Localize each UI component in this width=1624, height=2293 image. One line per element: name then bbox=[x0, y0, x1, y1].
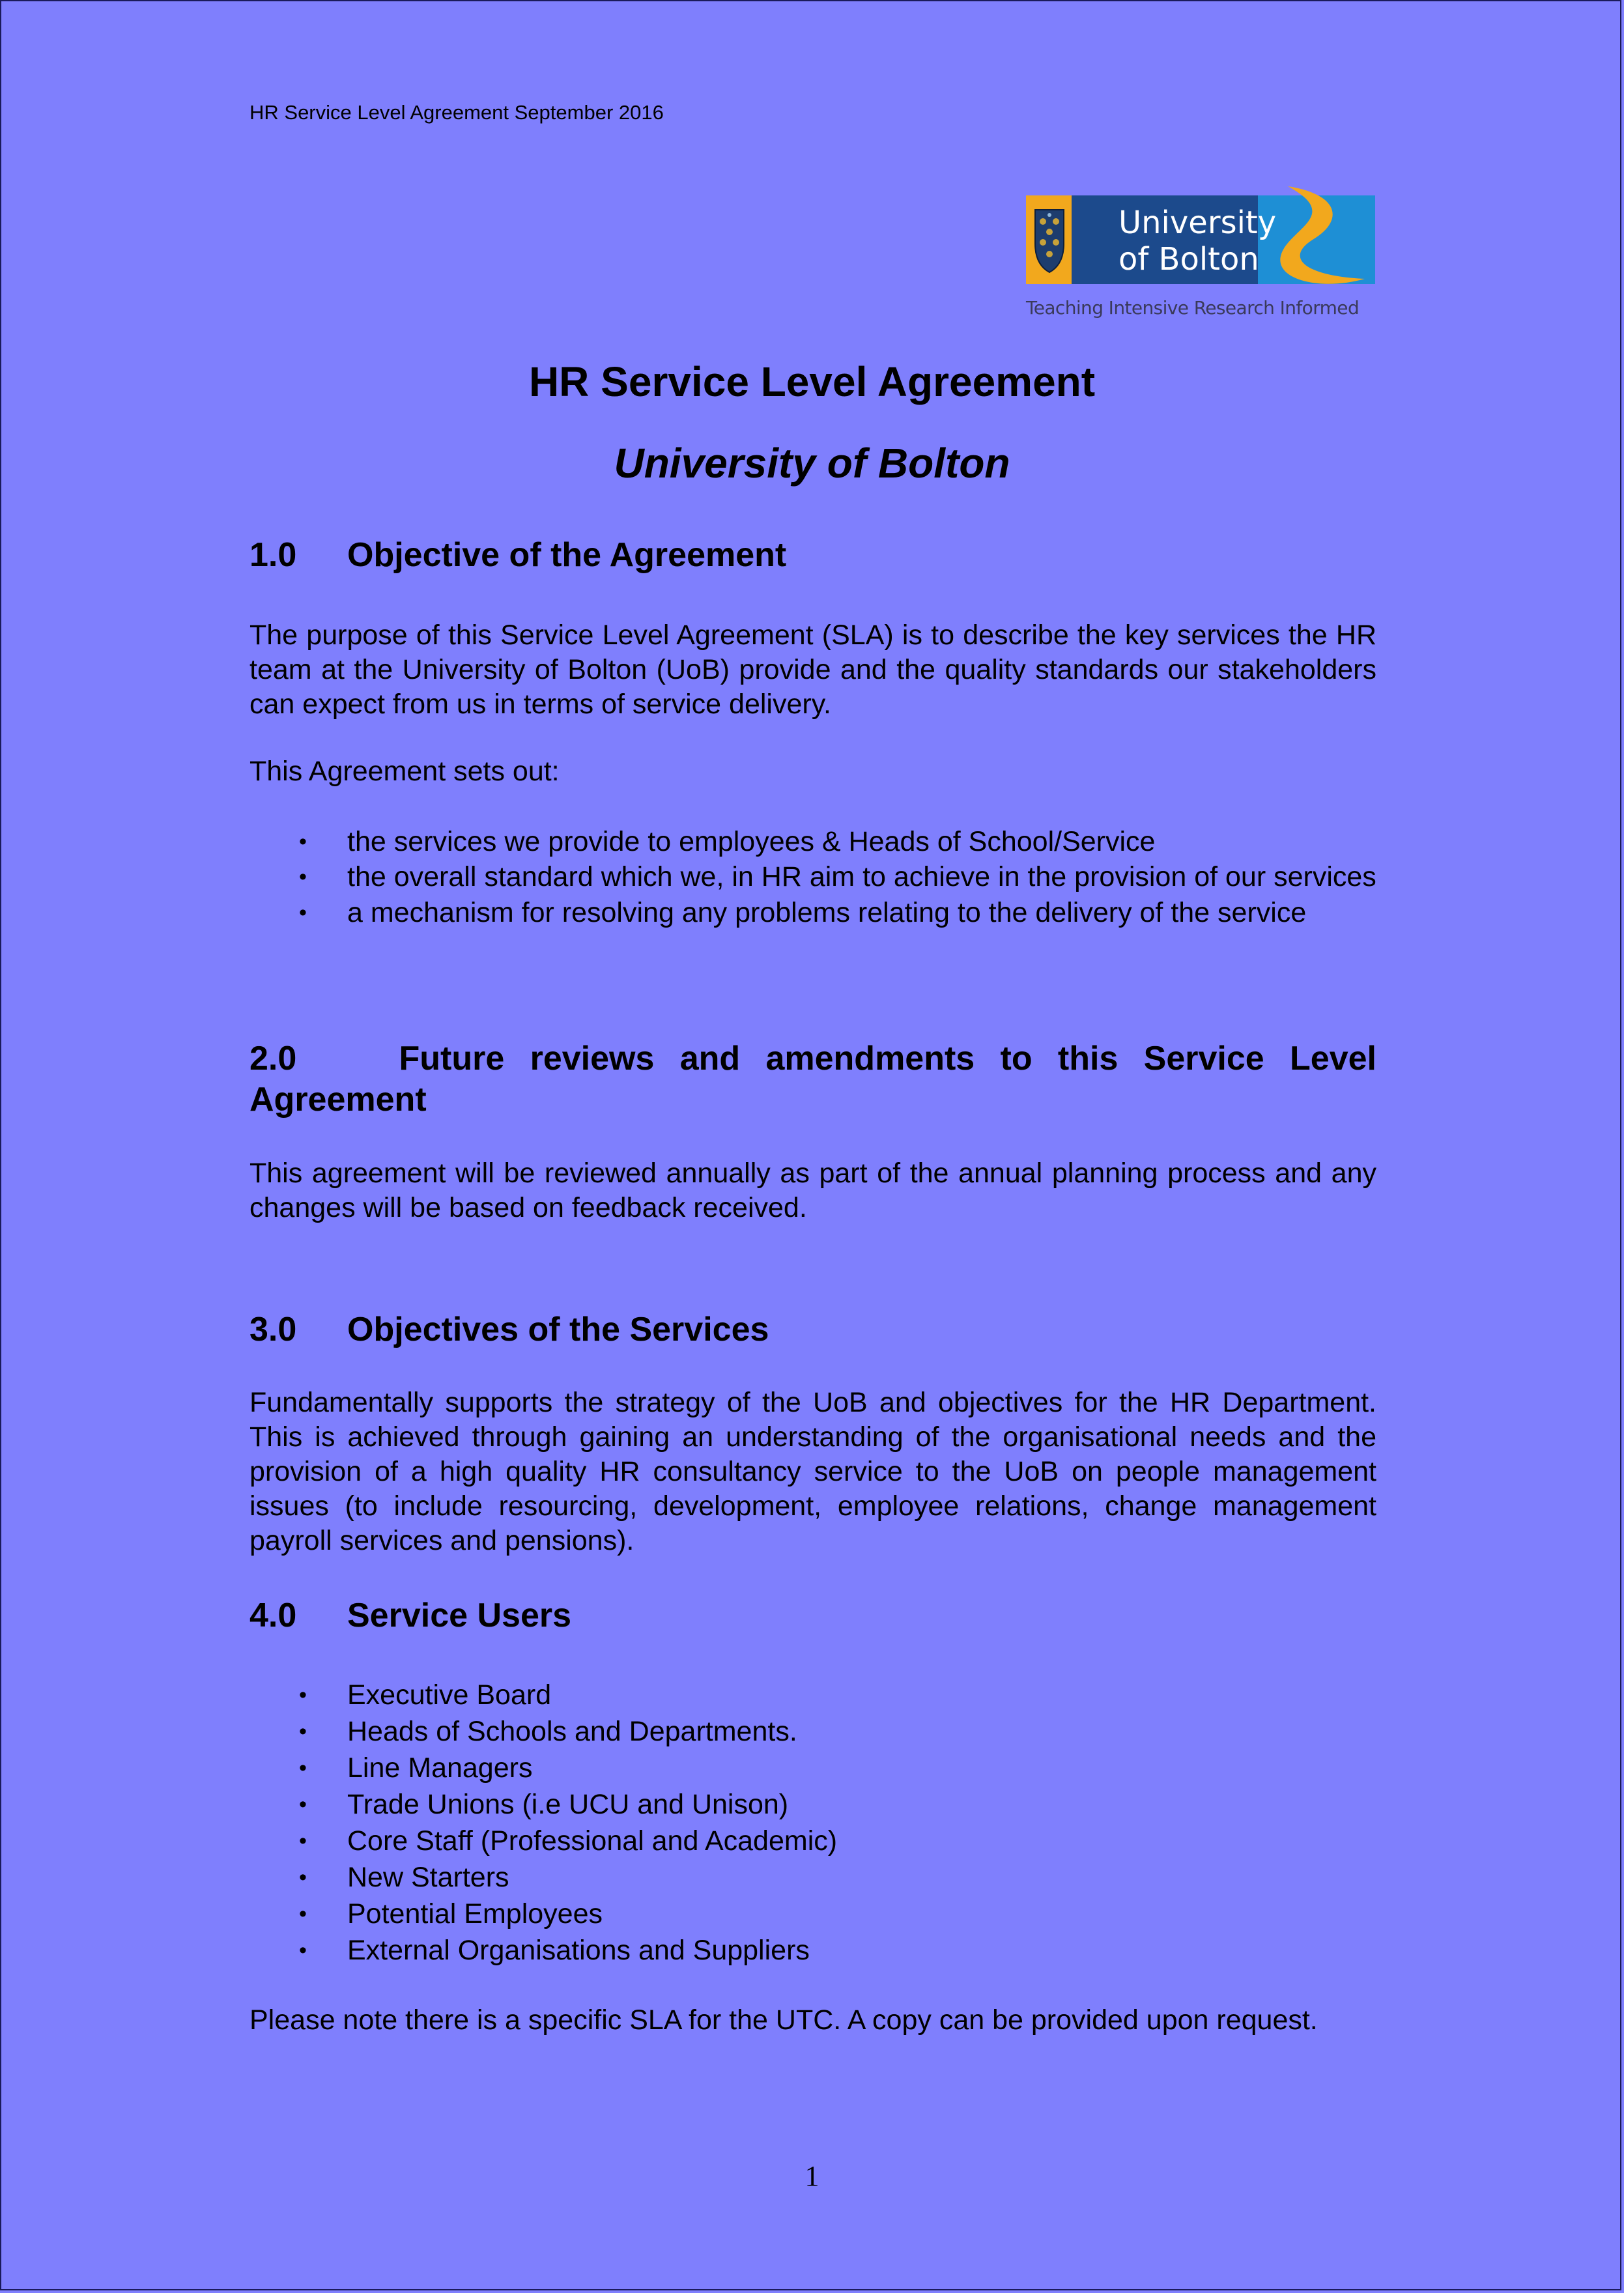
list-item: • External Organisations and Suppliers bbox=[249, 1932, 1376, 1969]
list-item: • Executive Board bbox=[249, 1677, 1376, 1713]
section-number: 4.0 bbox=[249, 1597, 297, 1634]
page-number: 1 bbox=[805, 2160, 819, 2192]
list-item: • a mechanism for resolving any problems relating to the delivery of the service bbox=[249, 894, 1376, 931]
document-title: HR Service Level Agreement bbox=[528, 358, 1096, 405]
section-1-lead: This Agreement sets out: bbox=[249, 756, 560, 787]
list-item: • Potential Employees bbox=[249, 1896, 1376, 1932]
bullet-icon: • bbox=[299, 1719, 307, 1744]
bullet-icon: • bbox=[299, 1901, 307, 1926]
section-title: Objective of the Agreement bbox=[347, 536, 787, 574]
section-title: Objectives of the Services bbox=[347, 1311, 769, 1348]
section-number: 1.0 bbox=[249, 536, 297, 574]
section-4-note: Please note there is a specific SLA for the UTC. A copy can be provided upon request. bbox=[249, 2004, 1318, 2036]
section-number: 3.0 bbox=[249, 1311, 297, 1348]
bullet-icon: • bbox=[299, 829, 307, 854]
section-heading-2 bbox=[249, 1038, 1376, 1079]
section-number: 2.0 bbox=[249, 1040, 297, 1077]
bullet-icon: • bbox=[299, 864, 307, 889]
list-item: • New Starters bbox=[249, 1859, 1376, 1896]
list-item: • the services we provide to employees & Heads of School/Service bbox=[249, 823, 1376, 860]
university-logo bbox=[1026, 180, 1378, 330]
section-1-list bbox=[249, 823, 1376, 931]
bullet-icon: • bbox=[299, 1829, 307, 1853]
section-1-paragraph: The purpose of this Service Level Agreement (SLA) is to describe the key services the HR team at the University of Bolton (UoB) provide and the quality standards our stakeholders can expect from us in terms of service delivery. bbox=[249, 620, 1376, 720]
document-subtitle: University of Bolton bbox=[614, 440, 1010, 487]
section-heading-3 bbox=[249, 1309, 1376, 1350]
bullet-icon: • bbox=[299, 1683, 307, 1707]
section-title: Service Users bbox=[347, 1597, 572, 1634]
crest-icon bbox=[1033, 205, 1066, 275]
logo-name-line1: University bbox=[1118, 205, 1277, 241]
running-header: HR Service Level Agreement September 2016 bbox=[249, 101, 664, 124]
section-title-line1: Future reviews and amendments to this Service Level bbox=[399, 1040, 1376, 1077]
section-heading-4 bbox=[249, 1595, 1376, 1636]
bullet-icon: • bbox=[299, 1865, 307, 1890]
section-heading-1 bbox=[249, 535, 1376, 575]
section-heading-2-cont: Agreement bbox=[249, 1081, 427, 1118]
section-3-paragraph: Fundamentally supports the strategy of the UoB and objectives for the HR Department. This is achieved through gaining an understanding of the organisational needs and the provision of a high quality HR consultancy service to the UoB on people management issues (to include resourcing, development, employee relations, change management payroll services and pensions). bbox=[249, 1387, 1376, 1556]
list-item: • Line Managers bbox=[249, 1750, 1376, 1786]
logo-banner bbox=[1026, 195, 1375, 284]
list-item: • Heads of Schools and Departments. bbox=[249, 1713, 1376, 1750]
logo-tagline: Teaching Intensive Research Informed bbox=[1026, 297, 1360, 319]
list-item: • the overall standard which we, in HR aim to achieve in the provision of our services bbox=[249, 860, 1376, 894]
logo-wordmark bbox=[1118, 205, 1276, 278]
logo-name-line2: of Bolton bbox=[1118, 241, 1259, 278]
service-users-list bbox=[249, 1677, 1376, 1969]
bullet-icon: • bbox=[299, 1756, 307, 1780]
bullet-icon: • bbox=[299, 1792, 307, 1817]
section-2-paragraph: This agreement will be reviewed annually as part of the annual planning process and any changes will be based on feedback received. bbox=[249, 1158, 1376, 1223]
bullet-icon: • bbox=[299, 1938, 307, 1963]
bullet-icon: • bbox=[299, 900, 307, 925]
list-item: • Trade Unions (i.e UCU and Unison) bbox=[249, 1786, 1376, 1823]
list-item: • Core Staff (Professional and Academic) bbox=[249, 1823, 1376, 1859]
